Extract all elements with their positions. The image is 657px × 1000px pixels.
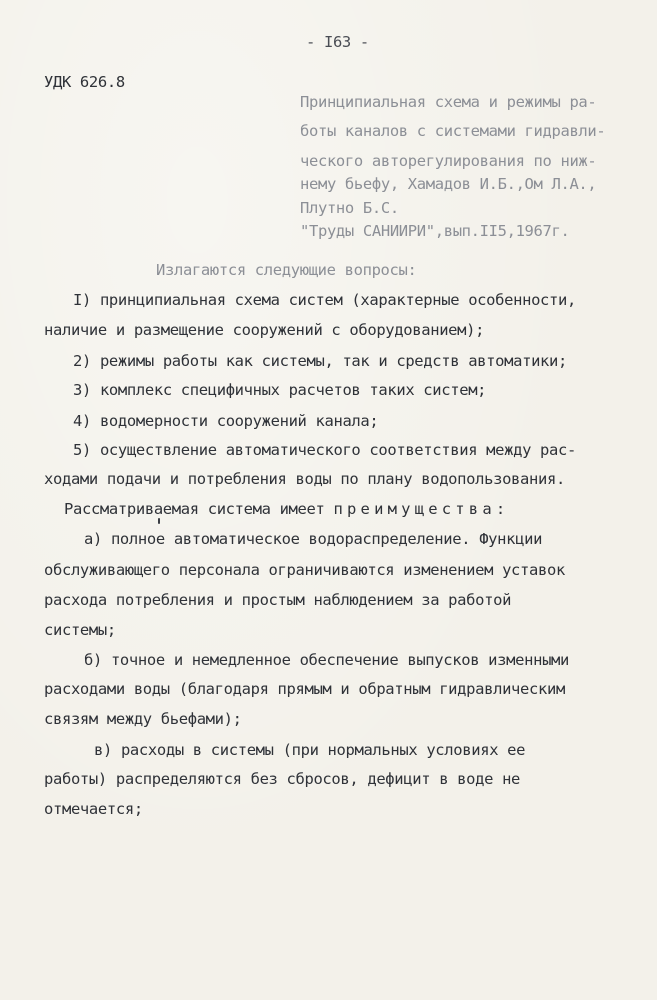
list-item: 5) осуществление автоматического соответствия между рас-	[73, 441, 576, 459]
udk-code: УДК 626.8	[44, 73, 125, 91]
reference-line: Плутно Б.С.	[300, 199, 399, 217]
advantages-prefix: Рассматриваемая система имеет	[64, 500, 325, 518]
reference-line: нему бьефу, Хамадов И.Б.,Ом Л.А.,	[300, 175, 597, 193]
list-item: 4) водомерности сооружений канала;	[73, 412, 379, 430]
intro-line: Излагаются следующие вопросы:	[156, 261, 417, 279]
list-item: связям между бьефами);	[44, 710, 242, 728]
page-number: - I63 -	[306, 33, 369, 51]
list-item: в) расходы в системы (при нормальных условиях ее	[94, 741, 526, 759]
list-item: расхода потребления и простым наблюдением за работой	[44, 591, 512, 609]
list-item: I) принципиальная схема систем (характерные особенности,	[73, 291, 576, 309]
list-item: наличие и размещение сооружений с оборудованием);	[44, 321, 485, 339]
list-item: отмечается;	[44, 800, 143, 818]
reference-line: Принципиальная схема и режимы ра-	[300, 93, 597, 111]
list-item: б) точное и немедленное обеспечение выпусков изменными	[84, 651, 570, 669]
advantages-word: преимущества:	[333, 500, 510, 518]
list-item: системы;	[44, 621, 116, 639]
list-item: обслуживающего персонала ограничиваются изменением уставок	[44, 561, 565, 579]
reference-line: боты каналов с системами гидравли-	[300, 122, 606, 140]
list-item: ходами подачи и потребления воды по плану водопользования.	[44, 470, 565, 488]
advantages-heading	[64, 499, 509, 519]
reference-line: ческого авторегулирования по ниж-	[300, 152, 597, 170]
reference-line: "Труды САНИИРИ",вып.II5,1967г.	[300, 222, 570, 240]
list-item: а) полное автоматическое водораспределение. Функции	[84, 530, 543, 548]
list-item: 3) комплекс специфичных расчетов таких систем;	[73, 381, 487, 399]
list-item: работы) распределяются без сбросов, дефицит в воде не	[44, 770, 521, 788]
list-item: расходами воды (благодаря прямым и обратным гидравлическим	[44, 680, 565, 698]
ink-mark	[158, 518, 160, 524]
list-item: 2) режимы работы как системы, так и средств автоматики;	[73, 352, 567, 370]
